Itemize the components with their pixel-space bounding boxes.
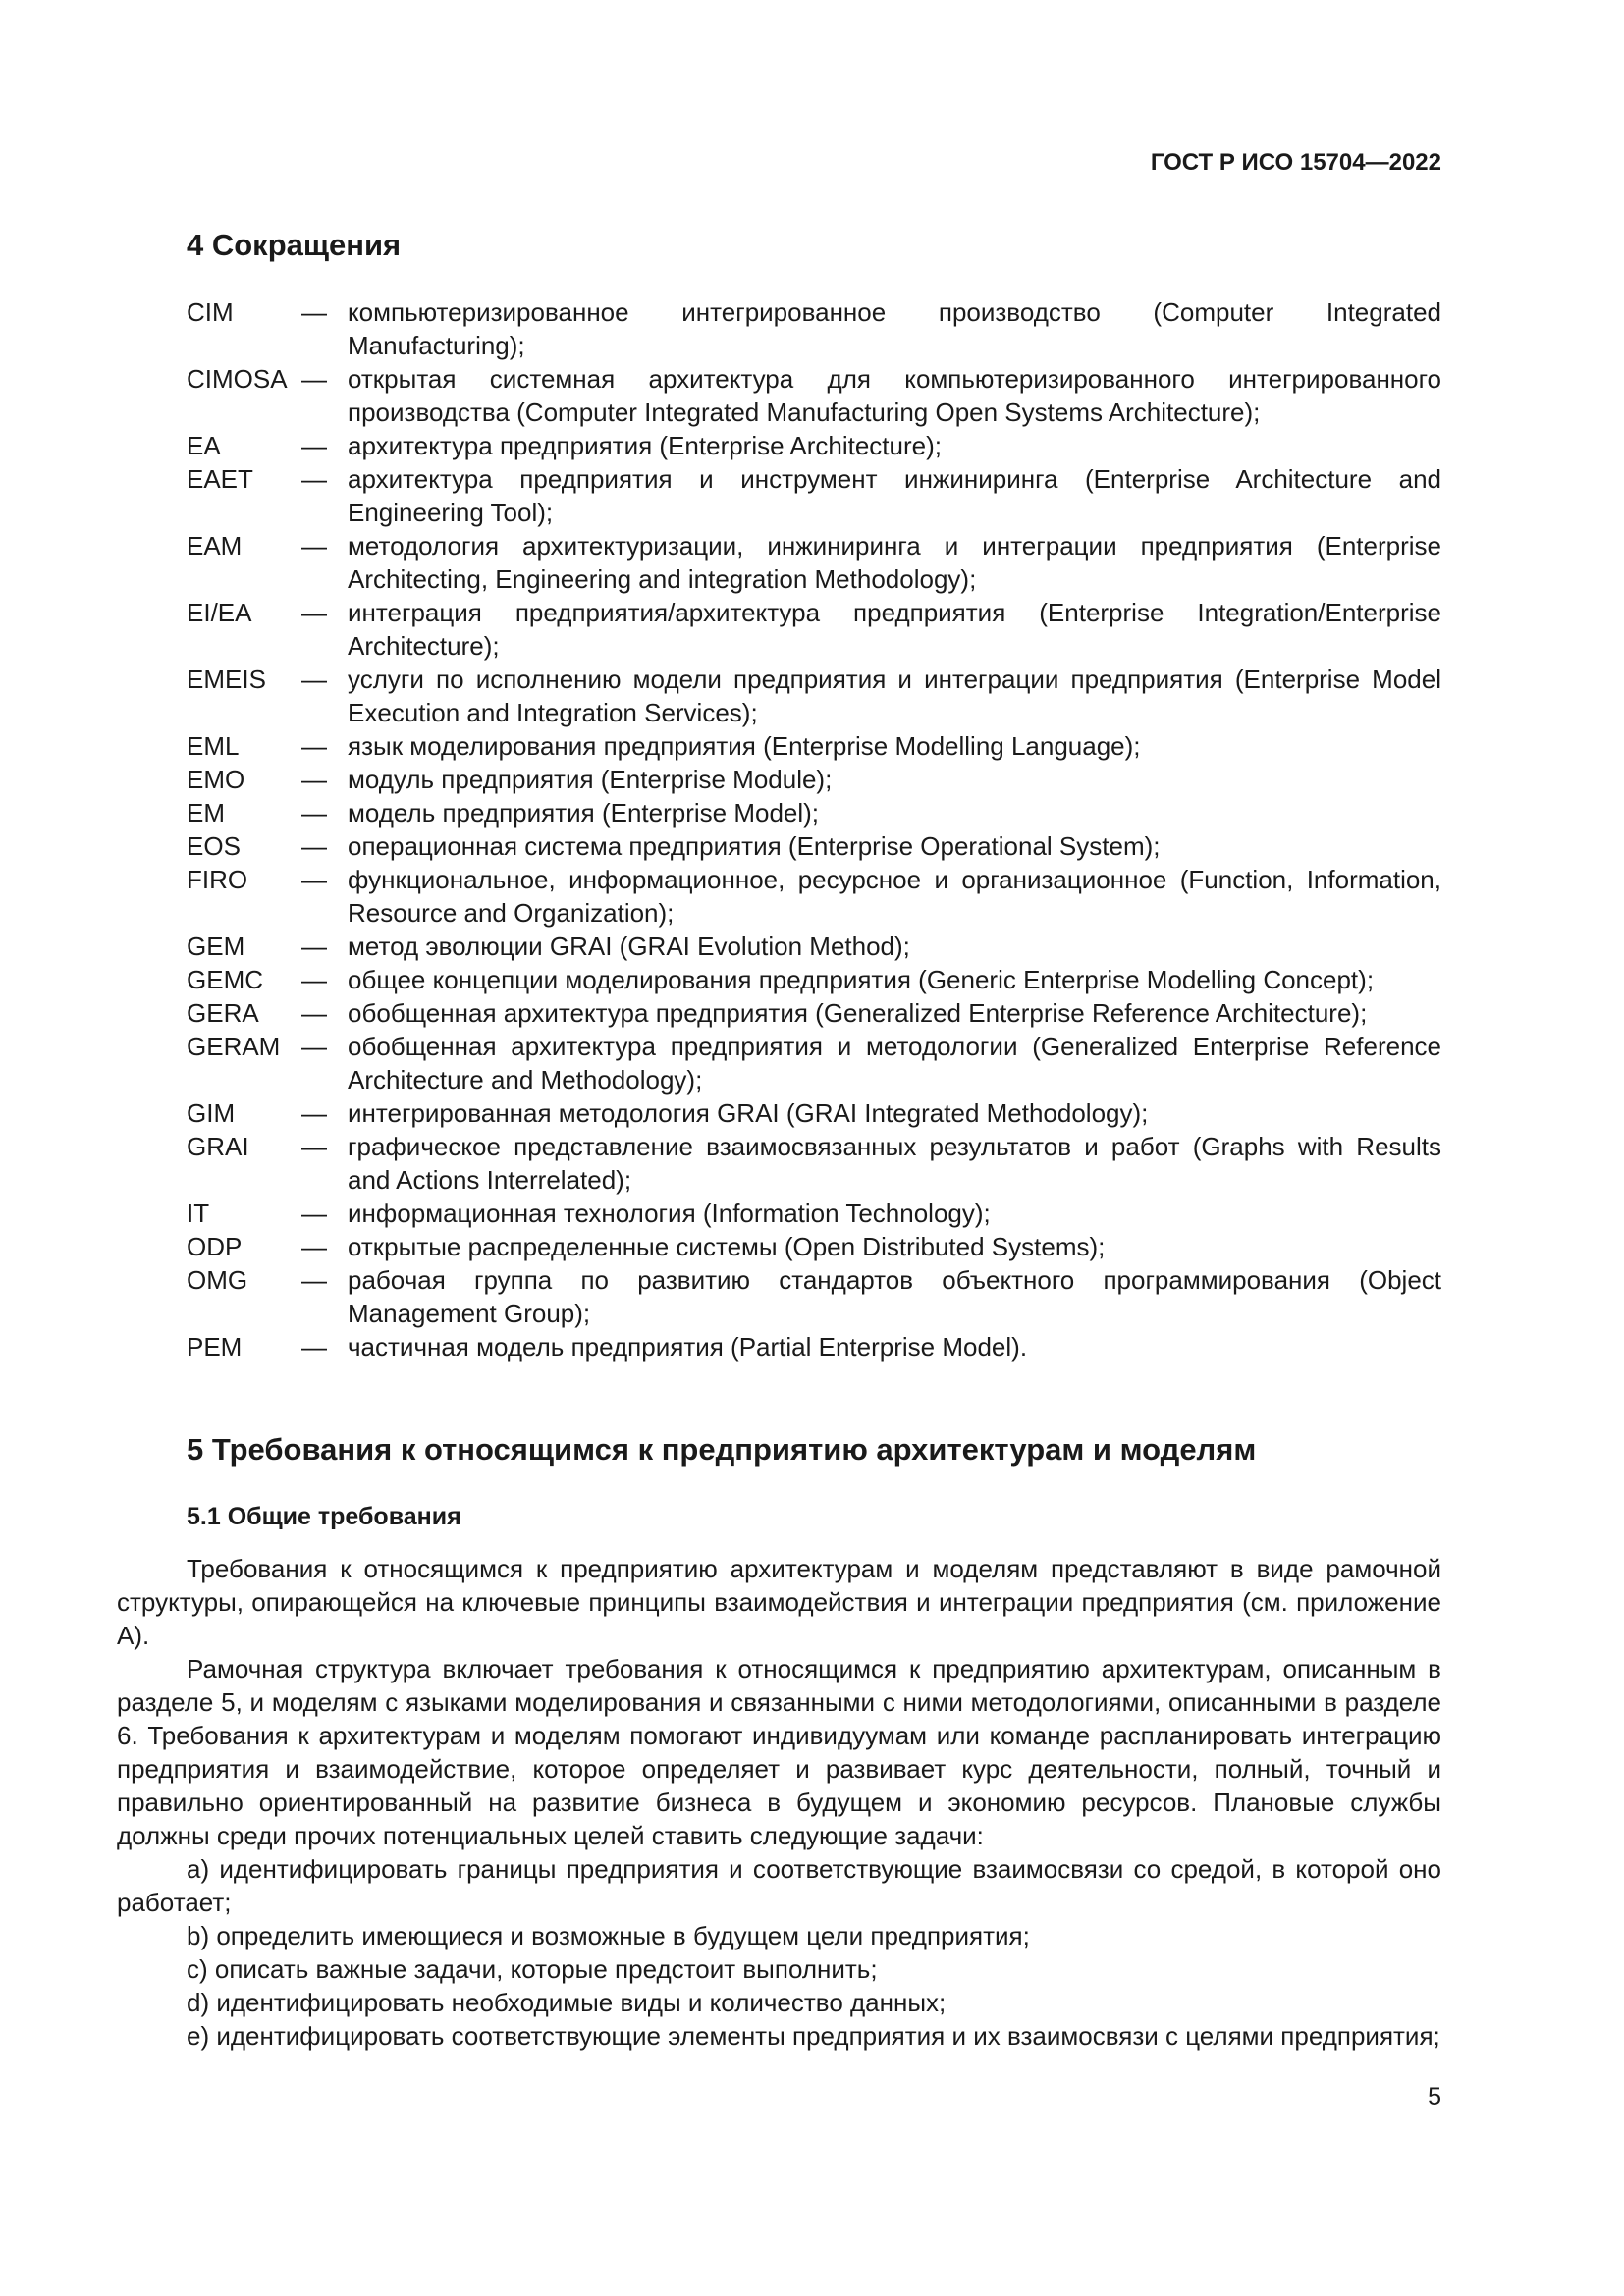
abbreviation-code: EMO xyxy=(187,765,245,794)
abbreviation-dash: — xyxy=(301,297,327,327)
abbreviation-dash: — xyxy=(301,464,327,494)
abbreviation-dash: — xyxy=(301,765,327,794)
abbreviation-row xyxy=(187,1130,1441,1197)
abbreviation-dash: — xyxy=(301,932,327,961)
abbreviation-code: OMG xyxy=(187,1265,248,1295)
abbreviation-row xyxy=(187,963,1441,996)
list-item-a: a) идентифицировать границы предприятия и соответствующие взаимосвязи со средой, в которой оно работает; xyxy=(117,1854,1441,1917)
abbreviation-code: EM xyxy=(187,798,225,828)
abbreviation-code: EA xyxy=(187,431,221,460)
abbreviation-definition: методология архитектуризации, инжиниринга и интеграции предприятия (Enterprise Architecting, Engineering and integration Methodology); xyxy=(348,531,1441,594)
abbreviation-row xyxy=(187,863,1441,930)
abbreviation-row xyxy=(187,462,1441,529)
abbreviation-row xyxy=(187,729,1441,763)
abbreviation-row xyxy=(187,996,1441,1030)
abbreviation-code: EI/EA xyxy=(187,598,252,627)
abbreviation-definition: информационная технология (Information Technology); xyxy=(348,1199,991,1228)
abbreviation-code: EML xyxy=(187,731,240,761)
abbreviation-dash: — xyxy=(301,1232,327,1261)
abbreviation-code: GERA xyxy=(187,998,259,1028)
section-5-heading: 5 Требования к относящимся к предприятию архитектурам и моделям xyxy=(187,1432,1257,1467)
abbreviation-code: FIRO xyxy=(187,865,248,894)
abbreviation-row xyxy=(187,529,1441,596)
abbreviation-row xyxy=(187,763,1441,796)
abbreviation-code: IT xyxy=(187,1199,210,1228)
abbreviation-row xyxy=(187,362,1441,429)
section-4-heading: 4 Сокращения xyxy=(187,228,402,262)
abbreviation-definition: услуги по исполнению модели предприятия и интеграции предприятия (Enterprise Model Execution and Integration Services); xyxy=(348,665,1441,727)
abbreviation-definition: интегрированная методология GRAI (GRAI Integrated Methodology); xyxy=(348,1098,1149,1128)
abbreviation-row xyxy=(187,1030,1441,1096)
abbreviation-code: GEMC xyxy=(187,965,263,994)
abbreviation-dash: — xyxy=(301,431,327,460)
abbreviation-dash: — xyxy=(301,1098,327,1128)
abbreviation-dash: — xyxy=(301,364,327,394)
abbreviation-dash: — xyxy=(301,998,327,1028)
abbreviation-dash: — xyxy=(301,731,327,761)
abbreviation-dash: — xyxy=(301,1032,327,1061)
abbreviation-row xyxy=(187,1197,1441,1230)
page-number: 5 xyxy=(1428,2083,1441,2110)
abbreviation-dash: — xyxy=(301,1199,327,1228)
abbreviation-definition: метод эволюции GRAI (GRAI Evolution Method); xyxy=(348,932,910,961)
abbreviation-code: EOS xyxy=(187,831,241,861)
abbreviation-definition: рабочая группа по развитию стандартов объектного программирования (Object Management Group); xyxy=(348,1265,1441,1328)
abbreviation-code: CIMOSA xyxy=(187,364,288,394)
abbreviation-definition: компьютеризированное интегрированное производство (Computer Integrated Manufacturing); xyxy=(348,297,1441,360)
abbreviation-definition: язык моделирования предприятия (Enterprise Modelling Language); xyxy=(348,731,1141,761)
abbreviation-dash: — xyxy=(301,1332,327,1362)
subsection-5-1-heading: 5.1 Общие требования xyxy=(187,1503,461,1530)
abbreviations-list xyxy=(187,295,1441,1363)
abbreviation-definition: операционная система предприятия (Enterprise Operational System); xyxy=(348,831,1161,861)
abbreviation-code: EAET xyxy=(187,464,253,494)
list-item-e: e) идентифицировать соответствующие элементы предприятия и их взаимосвязи с целями предприятия; xyxy=(187,2021,1440,2051)
abbreviation-definition: открытые распределенные системы (Open Distributed Systems); xyxy=(348,1232,1106,1261)
list-item-b: b) определить имеющиеся и возможные в будущем цели предприятия; xyxy=(187,1921,1030,1950)
abbreviation-dash: — xyxy=(301,831,327,861)
abbreviation-dash: — xyxy=(301,865,327,894)
abbreviation-row xyxy=(187,429,1441,462)
abbreviation-code: GERAM xyxy=(187,1032,281,1061)
abbreviation-code: GIM xyxy=(187,1098,236,1128)
abbreviation-code: GEM xyxy=(187,932,245,961)
abbreviation-row xyxy=(187,796,1441,829)
paragraph: Требования к относящимся к предприятию архитектурам и моделям представляют в виде рамочной структуры, опирающейся на ключевые принципы взаимодействия и интеграции предприятия (см. приложение А). xyxy=(117,1554,1441,1650)
abbreviation-dash: — xyxy=(301,965,327,994)
abbreviation-dash: — xyxy=(301,531,327,561)
abbreviation-row xyxy=(187,295,1441,362)
abbreviation-code: CIM xyxy=(187,297,234,327)
abbreviation-row xyxy=(187,596,1441,663)
section-5-1-body xyxy=(117,1552,1441,2053)
abbreviation-dash: — xyxy=(301,1132,327,1161)
abbreviation-row xyxy=(187,829,1441,863)
abbreviation-row xyxy=(187,1263,1441,1330)
abbreviation-definition: общее концепции моделирования предприятия (Generic Enterprise Modelling Concept); xyxy=(348,965,1375,994)
abbreviation-code: EMEIS xyxy=(187,665,266,694)
abbreviation-definition: модель предприятия (Enterprise Model); xyxy=(348,798,820,828)
standard-number: ГОСТ Р ИСО 15704—2022 xyxy=(1150,149,1441,176)
abbreviation-row xyxy=(187,1330,1441,1363)
abbreviation-row xyxy=(187,663,1441,729)
abbreviation-code: ODP xyxy=(187,1232,243,1261)
abbreviation-dash: — xyxy=(301,598,327,627)
abbreviation-definition: функциональное, информационное, ресурсное и организационное (Function, Information, Resource and Organization); xyxy=(348,865,1441,928)
abbreviation-definition: частичная модель предприятия (Partial Enterprise Model). xyxy=(348,1332,1028,1362)
abbreviation-code: GRAI xyxy=(187,1132,249,1161)
abbreviation-definition: архитектура предприятия (Enterprise Architecture); xyxy=(348,431,942,460)
abbreviation-dash: — xyxy=(301,1265,327,1295)
list-item-c: c) описать важные задачи, которые предстоит выполнить; xyxy=(187,1954,878,1984)
abbreviation-row xyxy=(187,1230,1441,1263)
abbreviation-definition: интеграция предприятия/архитектура предприятия (Enterprise Integration/Enterprise Architecture); xyxy=(348,598,1441,661)
abbreviation-definition: архитектура предприятия и инструмент инжиниринга (Enterprise Architecture and Engineering Tool); xyxy=(348,464,1441,527)
abbreviation-definition: обобщенная архитектура предприятия и методологии (Generalized Enterprise Reference Architecture and Methodology); xyxy=(348,1032,1441,1095)
abbreviation-dash: — xyxy=(301,798,327,828)
abbreviation-dash: — xyxy=(301,665,327,694)
abbreviation-code: PEM xyxy=(187,1332,243,1362)
abbreviation-code: EAM xyxy=(187,531,243,561)
paragraph: Рамочная структура включает требования к относящимся к предприятию архитектурам, описанным в разделе 5, и моделям с языками моделирования и связанными с ними методологиями, описанными в разделе 6. Требования к архитектурам и моделям помогают индивидуумам или команде распланировать интеграцию предприятия и взаимодействие, которое определяет и развивает курс деятельности, полный, точный и правильно ориентированный на развитие бизнеса в будущем и экономию ресурсов. Плановые службы должны среди прочих потенциальных целей ставить следующие задачи: xyxy=(117,1654,1441,1850)
abbreviation-definition: графическое представление взаимосвязанных результатов и работ (Graphs with Results and Actions Interrelated); xyxy=(348,1132,1441,1195)
abbreviation-definition: открытая системная архитектура для компьютеризированного интегрированного производства (Computer Integrated Manufacturing Open Systems Architecture); xyxy=(348,364,1441,427)
abbreviation-row xyxy=(187,1096,1441,1130)
list-item-d: d) идентифицировать необходимые виды и количество данных; xyxy=(187,1988,947,2017)
abbreviation-definition: модуль предприятия (Enterprise Module); xyxy=(348,765,833,794)
abbreviation-row xyxy=(187,930,1441,963)
abbreviation-definition: обобщенная архитектура предприятия (Generalized Enterprise Reference Architecture); xyxy=(348,998,1368,1028)
